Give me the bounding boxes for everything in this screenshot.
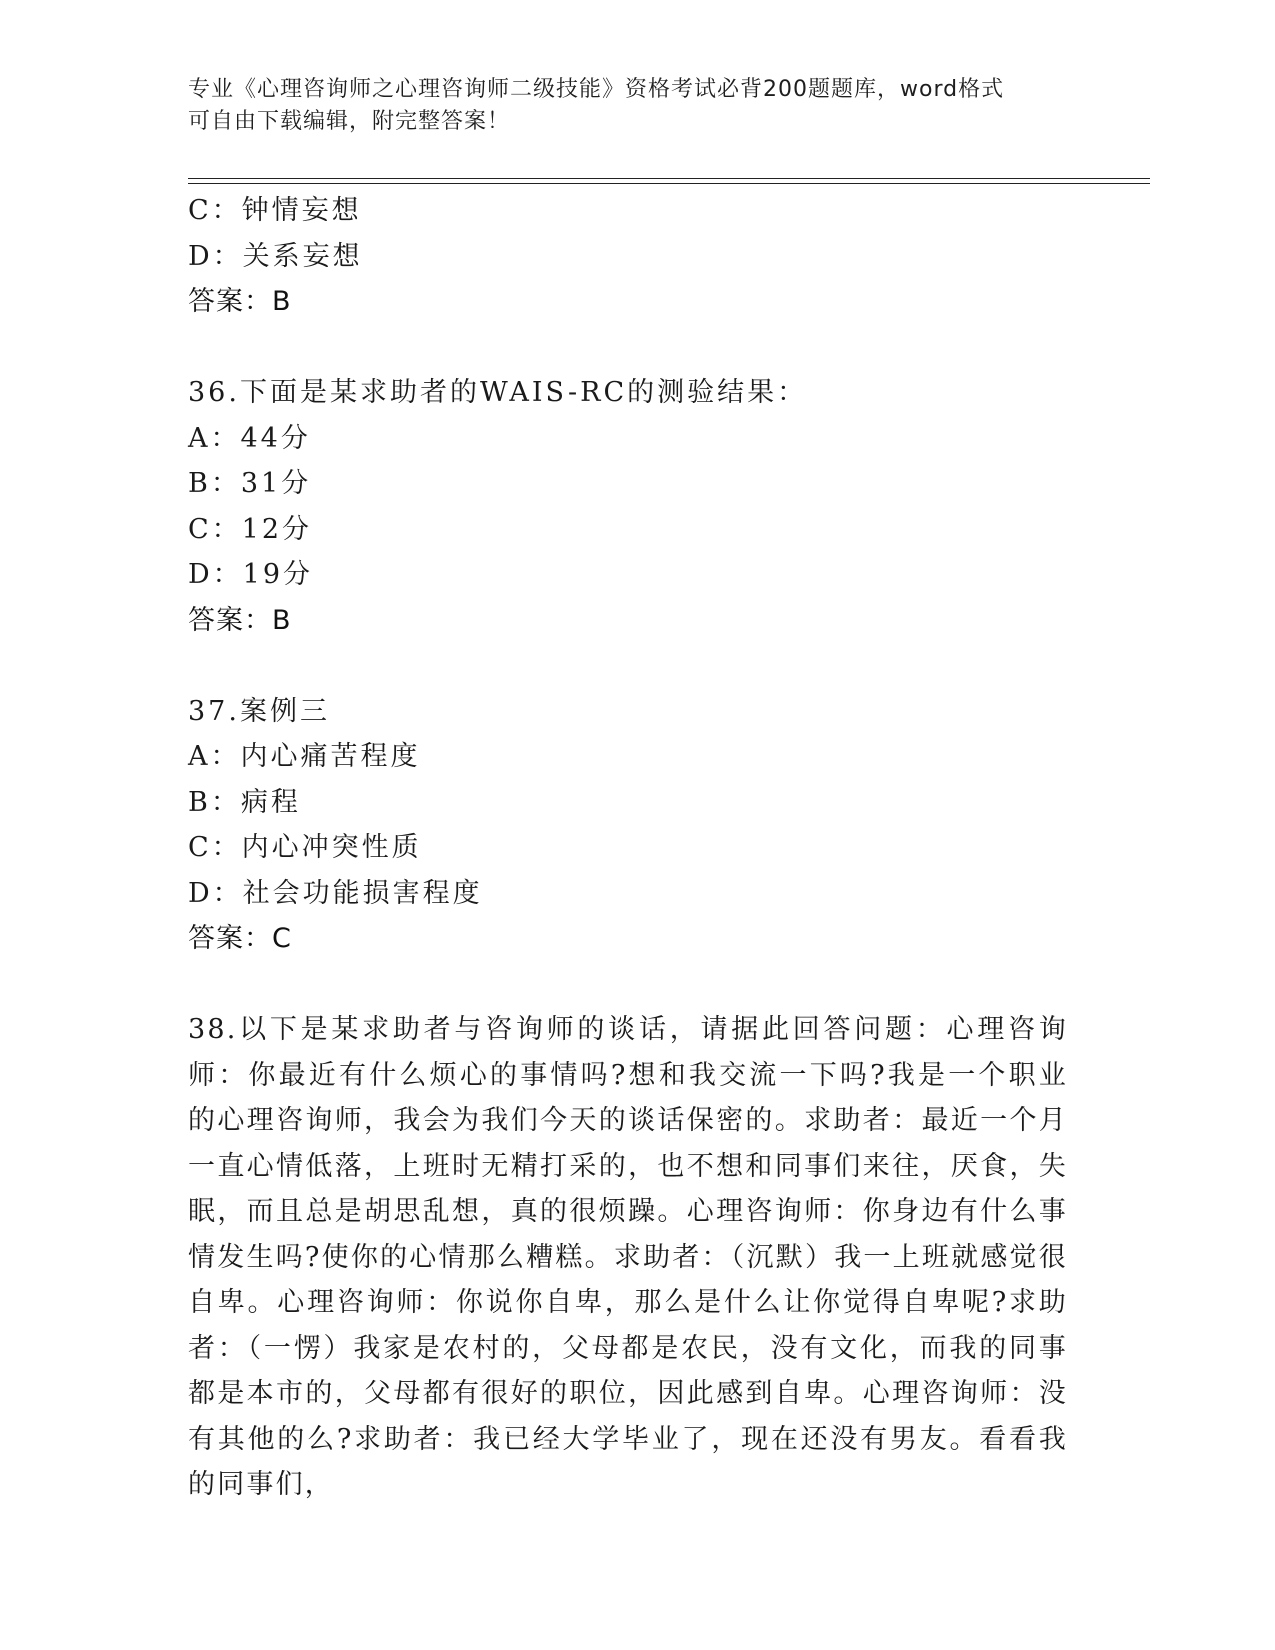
question-stem: 36.下面是某求助者的WAIS-RC的测验结果： (188, 377, 808, 408)
document-header (188, 74, 1068, 138)
answer-line: 答案：C (188, 923, 292, 954)
option-b: B：31分 (188, 468, 312, 499)
option-b: B：病程 (188, 786, 301, 818)
header-divider-top (188, 178, 1150, 179)
option-c: C：内心冲突性质 (188, 832, 422, 863)
option-a: A：44分 (188, 422, 311, 454)
header-title-line-2: 可自由下载编辑，附完整答案！ (188, 109, 511, 134)
option-c: C：12分 (188, 513, 313, 545)
option-c: C：钟情妄想 (188, 195, 362, 226)
question-stem: 38.以下是某求助者与咨询师的谈话，请据此回答问题：心理咨询师：你最近有什么烦心的事情吗?想和我交流一下吗?我是一个职业的心理咨询师，我会为我们今天的谈话保密的。求助者：最近一个月一直心情低落，上班时无精打采的，也不想和同事们来往，厌食，失眠，而且总是胡思乱想，真的很烦躁。心理咨询师：你身边有什么事情发生吗?使你的心情那么糟糕。求助者：（沉默）我一上班就感觉很自卑。心理咨询师：你说你自卑，那么是什么让你觉得自卑呢?求助者：（一愣）我家是农村的，父母都是农民，没有文化，而我的同事都是本市的，父母都有很好的职位，因此感到自卑。心理咨询师：没有其他的么?求助者：我已经大学毕业了，现在还没有男友。看看我的同事们， (188, 1014, 1068, 1500)
option-a: A：内心痛苦程度 (188, 741, 421, 772)
answer-line: 答案：B (188, 604, 292, 636)
option-d: D：19分 (188, 559, 314, 590)
question-35-tail (188, 188, 1068, 325)
answer-line: 答案：B (188, 286, 292, 317)
question-37 (188, 689, 1068, 962)
option-d: D：社会功能损害程度 (188, 877, 483, 909)
question-content (188, 188, 1068, 1508)
question-38 (188, 1007, 1068, 1508)
question-stem: 37.案例三 (188, 695, 330, 727)
spacer (188, 643, 1068, 689)
spacer (188, 962, 1068, 1008)
question-36 (188, 370, 1068, 643)
option-d: D：关系妄想 (188, 240, 363, 272)
header-title-line-1: 专业《心理咨询师之心理咨询师二级技能》资格考试必背200题题库，word格式 (188, 77, 1005, 102)
spacer (188, 325, 1068, 371)
header-divider-bottom (188, 183, 1150, 184)
